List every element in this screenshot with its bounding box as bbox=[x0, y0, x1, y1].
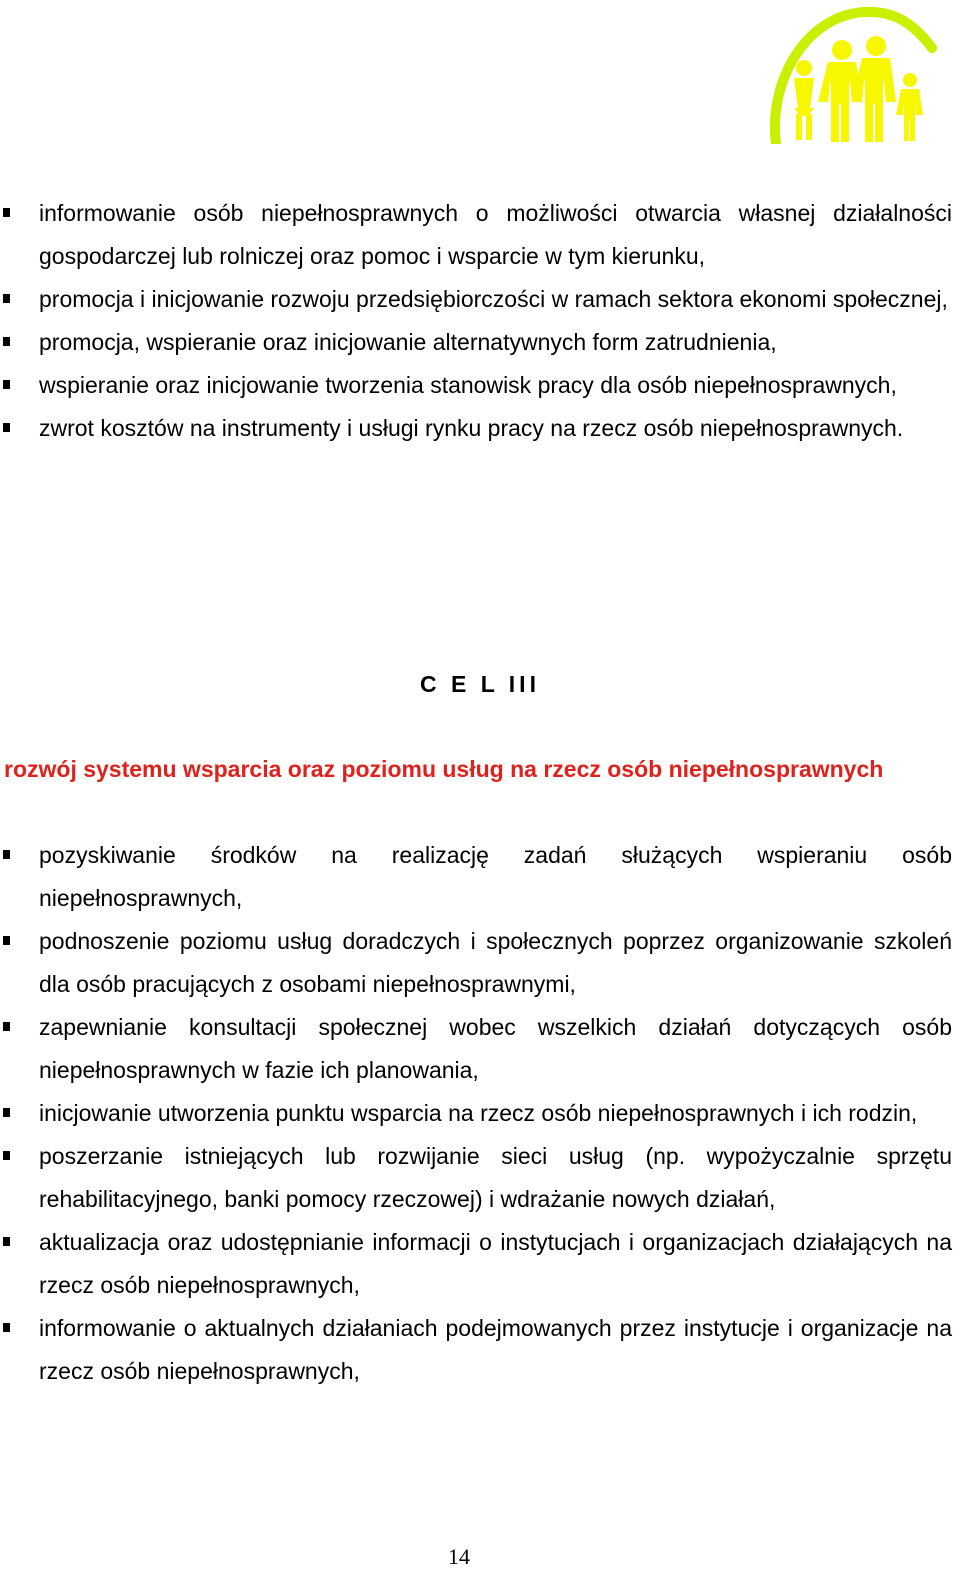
bullet-icon bbox=[3, 1237, 10, 1246]
bullet-icon bbox=[3, 936, 10, 945]
list-item: pozyskiwanie środków na realizację zadań służących wspieraniu osób niepełnosprawnych, bbox=[0, 834, 952, 920]
bullet-icon bbox=[3, 208, 10, 217]
goal-subheading: rozwój systemu wsparcia oraz poziomu usług na rzecz osób niepełnosprawnych bbox=[4, 756, 884, 782]
list-item: zwrot kosztów na instrumenty i usługi rynku pracy na rzecz osób niepełnosprawnych. bbox=[0, 407, 952, 450]
bullet-icon bbox=[3, 380, 10, 389]
list-item: promocja, wspieranie oraz inicjowanie alternatywnych form zatrudnienia, bbox=[0, 321, 952, 364]
objectives-list-3 bbox=[0, 834, 952, 1393]
bullet-icon bbox=[3, 294, 10, 303]
goal-heading: C E L III bbox=[420, 671, 540, 697]
list-item: promocja i inicjowanie rozwoju przedsiębiorczości w ramach sektora ekonomi społecznej, bbox=[0, 278, 952, 321]
bullet-icon bbox=[3, 1323, 10, 1332]
list-item: informowanie osób niepełnosprawnych o możliwości otwarcia własnej działalności gospodarczej lub rolniczej oraz pomoc i wsparcie w tym kierunku, bbox=[0, 192, 952, 278]
bullet-icon bbox=[3, 1022, 10, 1031]
list-item: inicjowanie utworzenia punktu wsparcia na rzecz osób niepełnosprawnych i ich rodzin, bbox=[0, 1092, 952, 1135]
objectives-list-2 bbox=[0, 192, 952, 450]
bullet-icon bbox=[3, 1108, 10, 1117]
list-item: poszerzanie istniejących lub rozwijanie sieci usług (np. wypożyczalnie sprzętu rehabilitacyjnego, banki pomocy rzeczowej) i wdrażanie nowych działań, bbox=[0, 1135, 952, 1221]
list-item: aktualizacja oraz udostępnianie informacji o instytucjach i organizacjach działających na rzecz osób niepełnosprawnych, bbox=[0, 1221, 952, 1307]
family-logo-icon bbox=[764, 4, 940, 144]
list-item: podnoszenie poziomu usług doradczych i społecznych poprzez organizowanie szkoleń dla osób pracujących z osobami niepełnosprawnymi, bbox=[0, 920, 952, 1006]
bullet-icon bbox=[3, 337, 10, 346]
list-item: zapewnianie konsultacji społecznej wobec wszelkich działań dotyczących osób niepełnosprawnych w fazie ich planowania, bbox=[0, 1006, 952, 1092]
page-number: 14 bbox=[448, 1544, 470, 1569]
bullet-icon bbox=[3, 423, 10, 432]
list-item: informowanie o aktualnych działaniach podejmowanych przez instytucje i organizacje na rzecz osób niepełnosprawnych, bbox=[0, 1307, 952, 1393]
bullet-icon bbox=[3, 850, 10, 859]
list-item: wspieranie oraz inicjowanie tworzenia stanowisk pracy dla osób niepełnosprawnych, bbox=[0, 364, 952, 407]
bullet-icon bbox=[3, 1151, 10, 1160]
